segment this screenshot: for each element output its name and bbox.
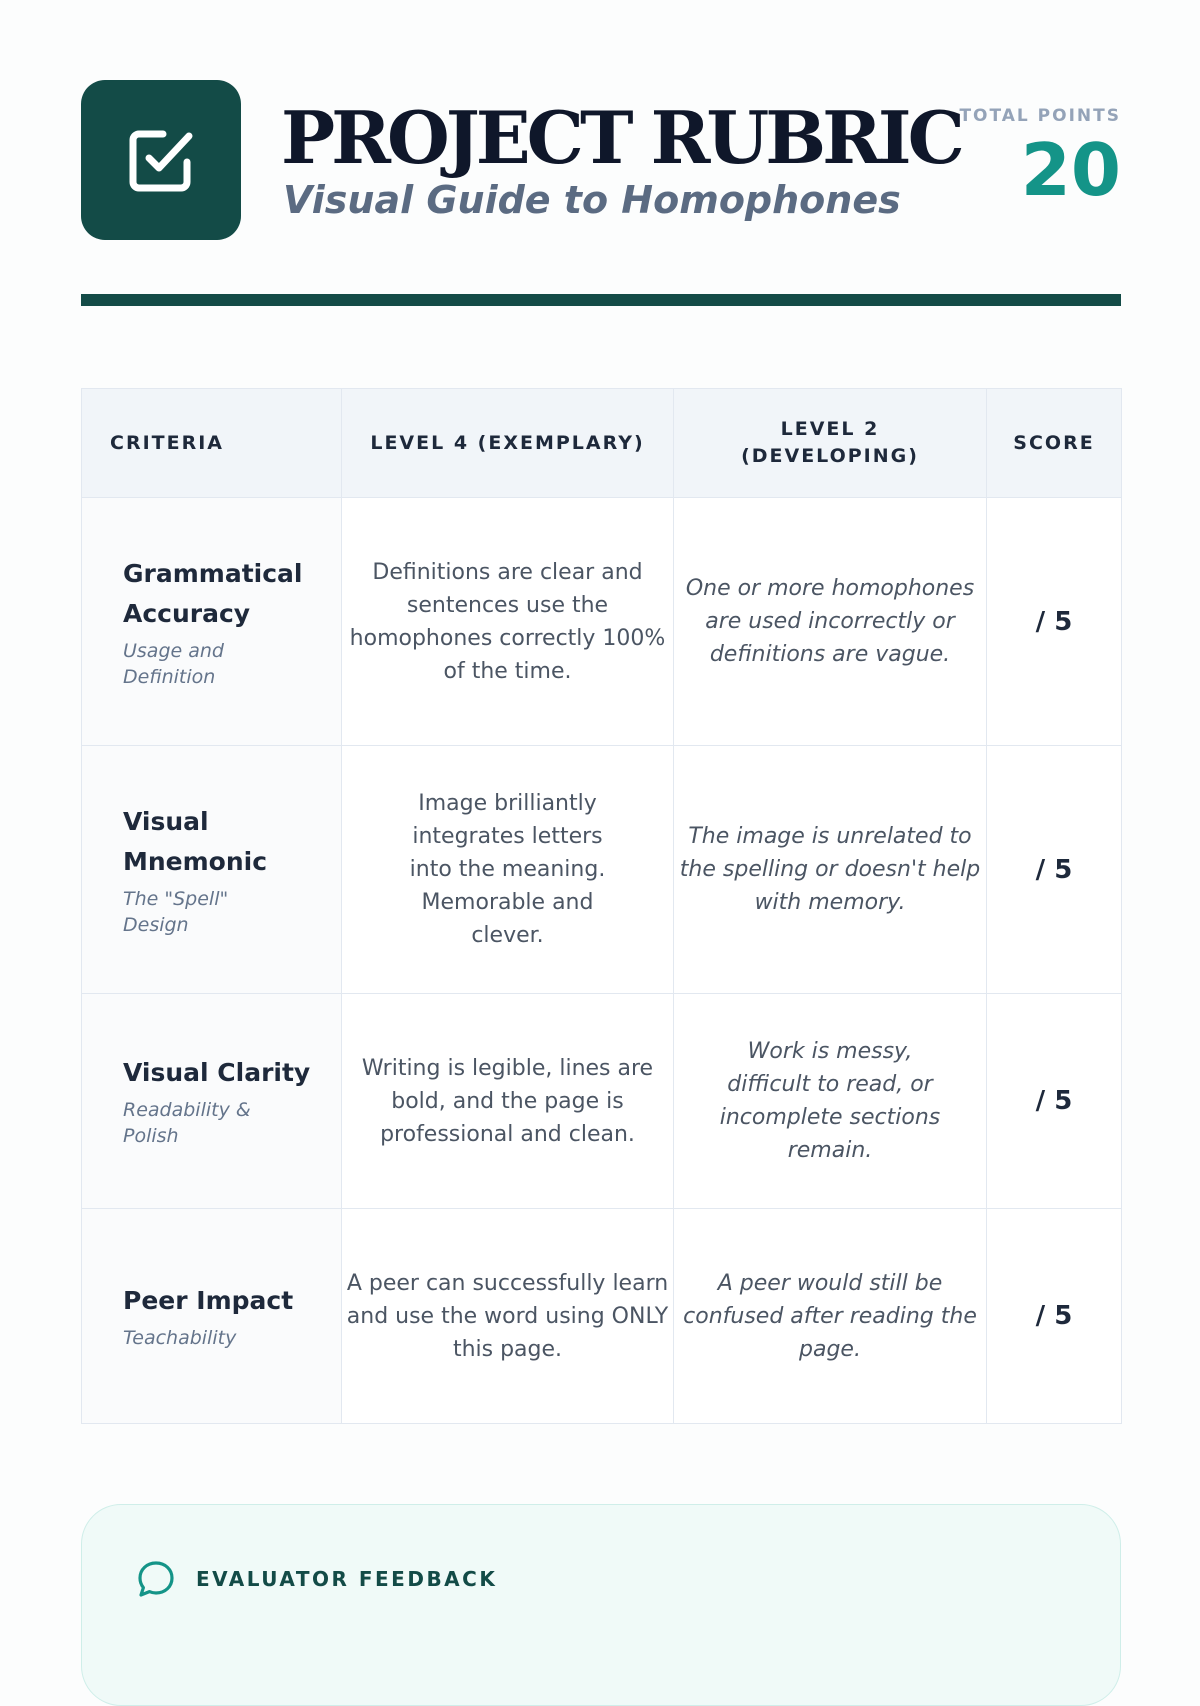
table-header-row bbox=[82, 389, 1122, 498]
criteria-name: Grammatical Accuracy bbox=[123, 558, 303, 628]
developing-description: Work is messy, difficult to read, or incomplete sections remain. bbox=[674, 994, 987, 1209]
total-points bbox=[959, 106, 1121, 210]
header-divider bbox=[81, 294, 1121, 306]
speech-bubble-icon bbox=[136, 1559, 176, 1599]
table-row bbox=[82, 1209, 1122, 1424]
feedback-title: EVALUATOR FEEDBACK bbox=[196, 1567, 498, 1591]
criteria-name: Visual Clarity bbox=[123, 1058, 311, 1087]
logo-badge bbox=[81, 80, 241, 240]
score-cell[interactable]: / 5 bbox=[987, 994, 1122, 1209]
score-cell[interactable]: / 5 bbox=[987, 746, 1122, 994]
exemplary-description: Definitions are clear and sentences use the homophones correctly 100% of the time. bbox=[342, 498, 674, 746]
exemplary-description: A peer can successfully learn and use the word using ONLY this page. bbox=[342, 1209, 674, 1424]
table-row bbox=[82, 746, 1122, 994]
criteria-cell bbox=[82, 1209, 342, 1424]
table-row bbox=[82, 994, 1122, 1209]
criteria-subtitle: Teachability bbox=[123, 1327, 237, 1349]
total-points-value: 20 bbox=[1020, 128, 1121, 212]
exemplary-description: Writing is legible, lines are bold, and the page is professional and clean. bbox=[342, 994, 674, 1209]
exemplary-description: Image brilliantly integrates letters into the meaning. Memorable and clever. bbox=[342, 746, 674, 994]
table-row bbox=[82, 498, 1122, 746]
developing-description: One or more homophones are used incorrectly or definitions are vague. bbox=[674, 498, 987, 746]
column-header-score: SCORE bbox=[987, 389, 1122, 498]
developing-description: A peer would still be confused after reading the page. bbox=[674, 1209, 987, 1424]
criteria-cell bbox=[82, 498, 342, 746]
score-cell[interactable]: / 5 bbox=[987, 498, 1122, 746]
evaluator-feedback-panel bbox=[81, 1504, 1121, 1706]
column-header-criteria: CRITERIA bbox=[82, 389, 342, 498]
criteria-cell bbox=[82, 994, 342, 1209]
criteria-subtitle: The "Spell" Design bbox=[123, 887, 229, 936]
page-title: PROJECT RUBRIC bbox=[281, 95, 961, 180]
column-header-exemplary: LEVEL 4 (EXEMPLARY) bbox=[342, 389, 674, 498]
header bbox=[81, 80, 1121, 240]
criteria-name: Peer Impact bbox=[123, 1286, 294, 1315]
score-cell[interactable]: / 5 bbox=[987, 1209, 1122, 1424]
criteria-subtitle: Usage and Definition bbox=[123, 639, 224, 688]
criteria-cell bbox=[82, 746, 342, 994]
developing-description: The image is unrelated to the spelling or doesn't help with memory. bbox=[674, 746, 987, 994]
checkbox-icon bbox=[125, 124, 197, 196]
page-subtitle: Visual Guide to Homophones bbox=[283, 178, 901, 222]
column-header-developing bbox=[674, 389, 987, 498]
criteria-subtitle: Readability & Polish bbox=[123, 1099, 251, 1147]
rubric-table bbox=[81, 388, 1122, 1424]
column-header-developing-label: LEVEL 2 (DEVELOPING) bbox=[741, 418, 919, 467]
criteria-name: Visual Mnemonic bbox=[123, 806, 268, 876]
total-points-label: TOTAL POINTS bbox=[959, 106, 1121, 126]
